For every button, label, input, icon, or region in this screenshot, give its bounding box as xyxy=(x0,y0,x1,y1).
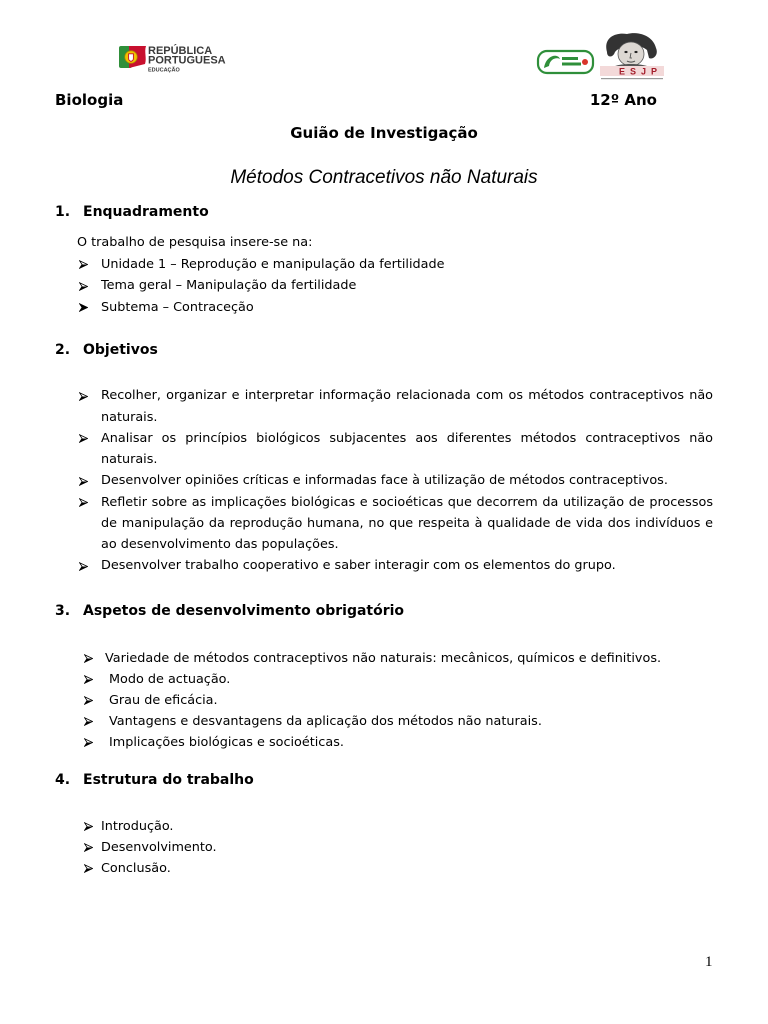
arrowhead-bullet-icon xyxy=(79,303,88,312)
section-4-body xyxy=(84,816,484,879)
arrowhead-bullet-icon xyxy=(79,562,88,571)
section-heading-3 xyxy=(55,601,404,621)
section-2-body xyxy=(79,385,713,576)
list-item xyxy=(79,428,713,471)
section-number: 3. xyxy=(55,603,71,619)
list-item xyxy=(77,254,717,276)
section-number: 2. xyxy=(55,342,71,358)
document-title: Métodos Contracetivos não Naturais xyxy=(230,167,538,188)
list-item-text: Vantagens e desvantagens da aplicação dos métodos não naturais. xyxy=(109,713,542,729)
arrowhead-bullet-icon xyxy=(84,843,93,852)
list-item xyxy=(84,711,724,732)
section-3-body xyxy=(84,648,724,753)
arrowhead-bullet-icon xyxy=(79,477,88,486)
section-heading-4 xyxy=(55,770,254,790)
arrowhead-bullet-icon xyxy=(79,434,88,443)
arrowhead-bullet-icon xyxy=(79,392,88,401)
portrait-badge-text: ESJP xyxy=(619,66,663,77)
list-item-text: Implicações biológicas e socioéticas. xyxy=(109,734,344,750)
republica-portuguesa-emblem-icon xyxy=(119,46,146,68)
list-item xyxy=(84,816,484,837)
page-number: 1 xyxy=(705,954,713,970)
list-item xyxy=(84,669,724,690)
list-item-text: Introdução. xyxy=(101,818,174,834)
list-item xyxy=(79,555,713,576)
list-item xyxy=(77,275,717,297)
list-item xyxy=(79,385,713,428)
portrait-eye-right xyxy=(634,51,637,53)
list-item-text: Modo de actuação. xyxy=(109,671,231,687)
list-item xyxy=(84,837,484,858)
portrait-logo-icon xyxy=(600,33,664,79)
list-item xyxy=(84,690,724,711)
arrowhead-bullet-icon xyxy=(84,864,93,873)
portrait-badge-underline xyxy=(601,78,663,79)
school-logo-bar-bottom xyxy=(562,63,581,66)
list-item-text: Refletir sobre as implicações biológicas e socioéticas que decorrem da utilização de processos de manipulação da reprodução humana, no que respeita à qualidade de vida dos indivíduos e ao desenvolvimento das populações. xyxy=(101,494,713,553)
list-item-text: Analisar os princípios biológicos subjacentes aos diferentes métodos contraceptivos não naturais. xyxy=(101,430,713,468)
arrowhead-bullet-icon xyxy=(84,675,93,684)
arrowhead-bullet-icon xyxy=(84,822,93,831)
republica-portuguesa-logo xyxy=(116,40,236,76)
list-item xyxy=(84,732,724,753)
logo-line-republica: REPÚBLICA xyxy=(148,45,213,57)
list-item-text: Unidade 1 – Reprodução e manipulação da fertilidade xyxy=(101,256,445,272)
list-item-text: Grau de eficácia. xyxy=(109,692,218,708)
arrowhead-bullet-icon xyxy=(79,282,88,291)
emblem-shield xyxy=(129,54,134,62)
document-heading: Guião de Investigação xyxy=(290,124,478,142)
list-item-text: Desenvolver trabalho cooperativo e saber interagir com os elementos do grupo. xyxy=(101,558,616,574)
list-item-text: Recolher, organizar e interpretar informação relacionada com os métodos contraceptivos não naturais. xyxy=(101,388,713,425)
school-logo-bar-top xyxy=(562,57,578,60)
list-item-text: Desenvolvimento. xyxy=(101,839,217,855)
section-title: Estrutura do trabalho xyxy=(83,772,254,788)
section-intro: O trabalho de pesquisa insere-se na: xyxy=(77,235,313,250)
arrowhead-bullet-icon xyxy=(79,498,88,507)
school-logos xyxy=(535,30,670,85)
list-item-text: Variedade de métodos contraceptivos não naturais: mecânicos, químicos e definitivos. xyxy=(105,650,662,666)
section-number: 4. xyxy=(55,772,71,788)
list-item-text: Desenvolver opiniões críticas e informadas face à utilização de métodos contraceptivos. xyxy=(101,473,668,489)
list-item xyxy=(77,297,717,319)
list-item xyxy=(84,858,484,879)
list-item-text: Subtema – Contraceção xyxy=(101,299,254,315)
section-title: Aspetos de desenvolvimento obrigatório xyxy=(83,603,405,619)
school-logo-icon xyxy=(538,51,593,73)
section-number: 1. xyxy=(55,204,71,220)
logo-line-portuguesa: PORTUGUESA xyxy=(148,54,226,67)
list-item xyxy=(79,492,713,556)
section-title: Enquadramento xyxy=(83,204,209,220)
arrowhead-bullet-icon xyxy=(84,696,93,705)
arrowhead-bullet-icon xyxy=(84,654,93,663)
list-item-text: Tema geral – Manipulação da fertilidade xyxy=(101,278,357,294)
subject-label: Biologia xyxy=(55,91,124,109)
arrowhead-bullet-icon xyxy=(84,717,93,726)
portrait-eye-left xyxy=(624,51,627,53)
arrowhead-bullet-icon xyxy=(79,260,88,269)
logo-line-educacao: EDUCAÇÃO xyxy=(148,67,180,74)
school-year-label: 12º Ano xyxy=(589,91,657,109)
section-heading-2 xyxy=(55,340,158,360)
list-item xyxy=(79,470,713,491)
arrowhead-bullet-icon xyxy=(84,738,93,747)
section-1-body xyxy=(77,232,717,318)
section-title: Objetivos xyxy=(83,342,158,358)
section-heading-1 xyxy=(55,202,209,222)
school-logo-dot xyxy=(582,59,588,65)
list-item xyxy=(84,648,724,669)
list-item-text: Conclusão. xyxy=(101,860,171,876)
